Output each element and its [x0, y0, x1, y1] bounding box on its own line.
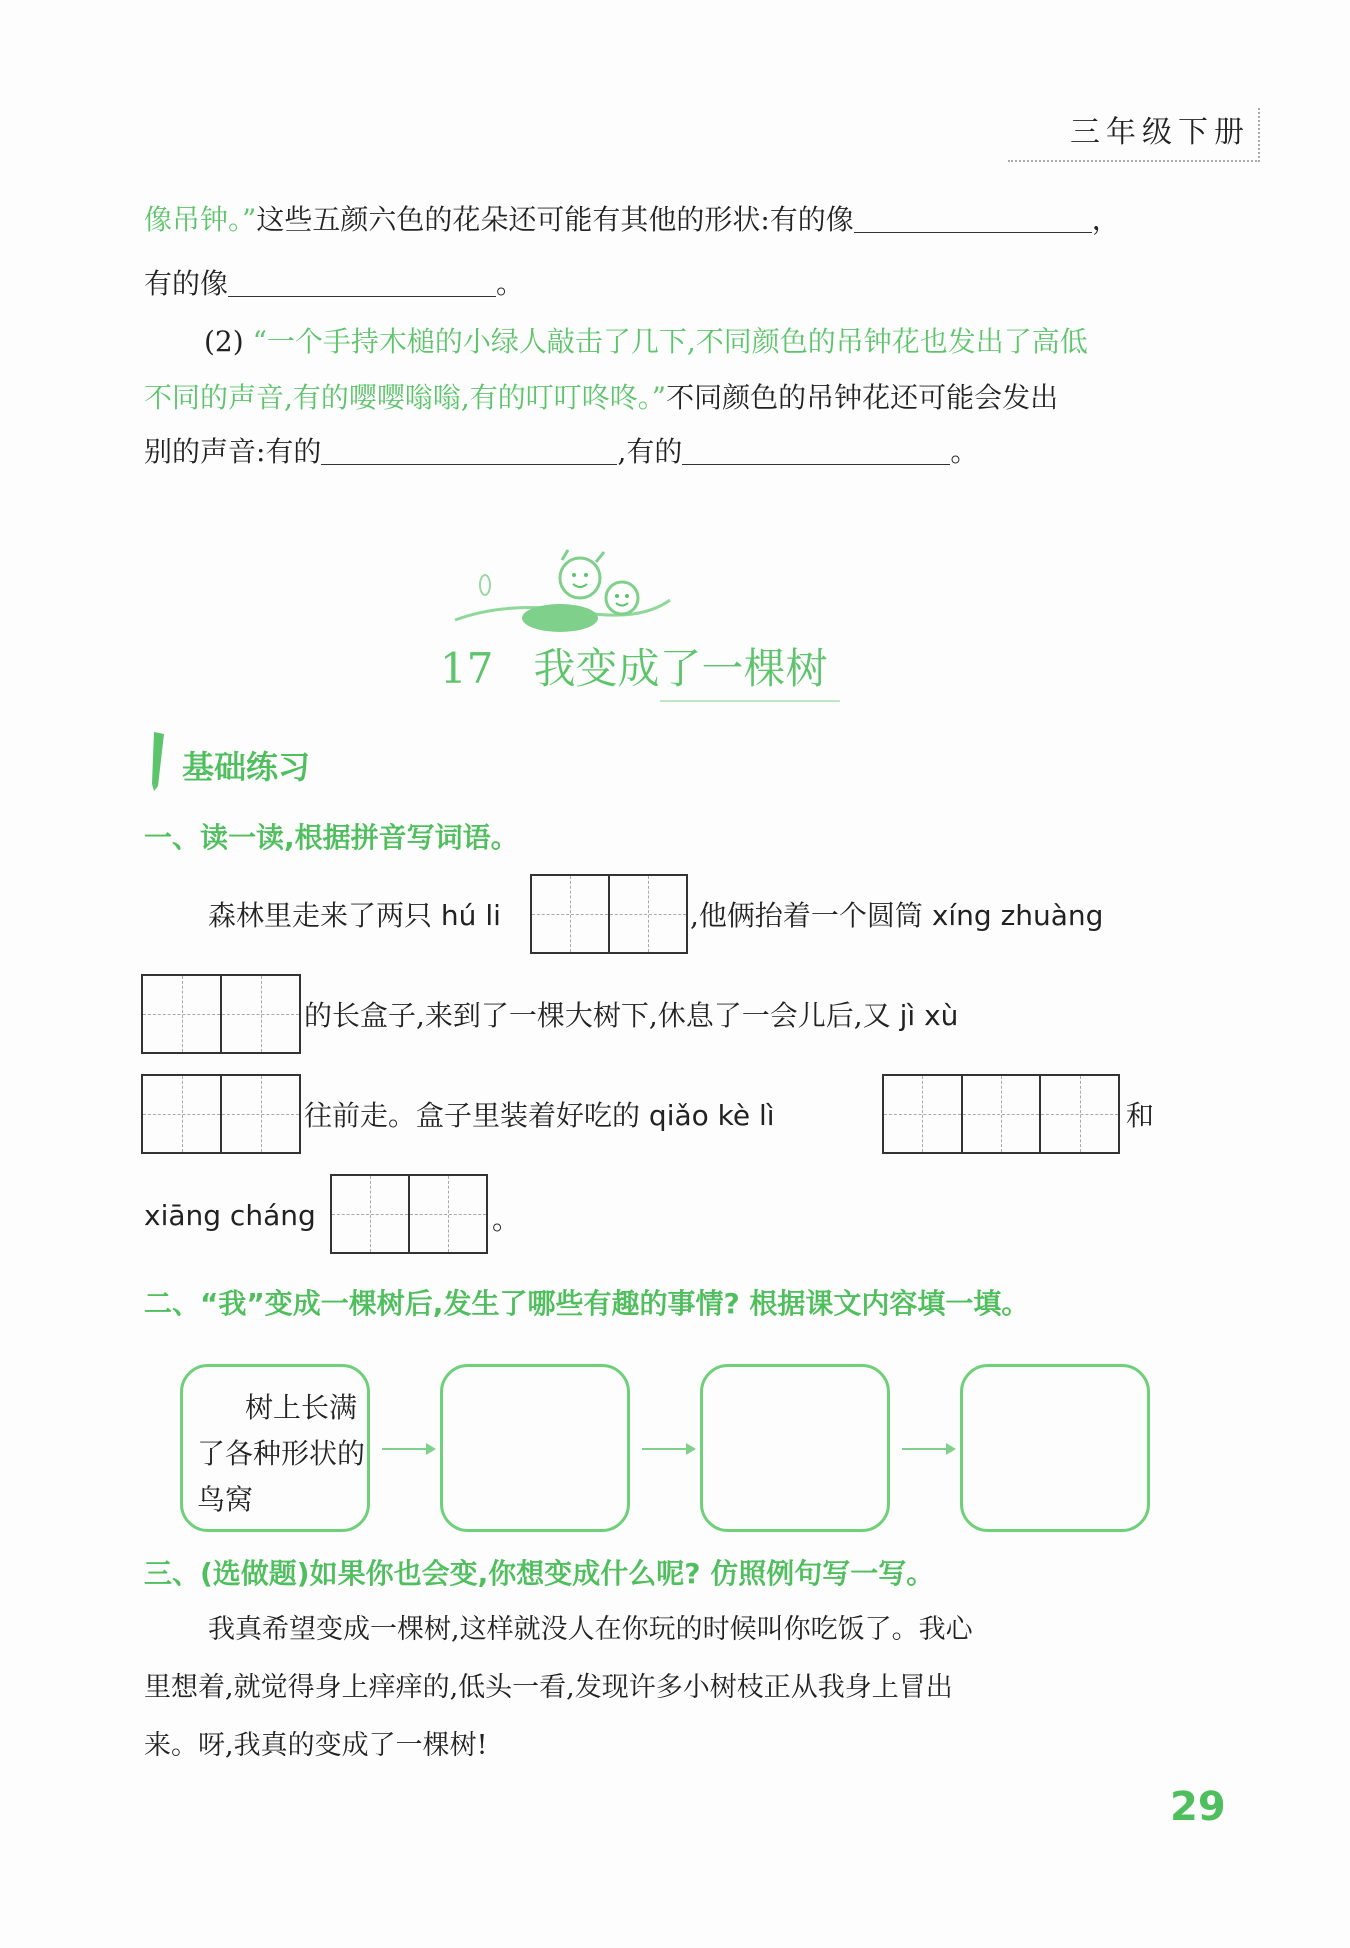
q3-line-3: 来。呀,我真的变成了一棵树! [144, 1730, 488, 1761]
section-label: 基础练习 [182, 748, 311, 786]
answer-blank[interactable] [228, 270, 496, 297]
arrow-icon [902, 1448, 954, 1450]
q3-line-1: 我真希望变成一棵树,这样就没人在你玩的时候叫你吃饭了。我心 [208, 1614, 973, 1645]
q1-line-2: 的长盒子,来到了一棵大树下,休息了一会儿后,又 jì xù [304, 999, 959, 1032]
q3-heading: 三、(选做题)如果你也会变,你想变成什么呢? 仿照例句写一写。 [144, 1557, 935, 1590]
q1-end: 。 [492, 1203, 521, 1236]
q1-line-3a: 往前走。盒子里装着好吃的 qiǎo kè lì [304, 1099, 775, 1132]
q1-heading: 一、读一读,根据拼音写词语。 [144, 821, 519, 854]
q1-and: 和 [1126, 1099, 1155, 1132]
prev-q2-line-3: 别的声音:有的 ,有的 。 [144, 435, 979, 468]
character-grid[interactable] [141, 974, 301, 1054]
answer-blank[interactable] [854, 206, 1092, 233]
q2-heading: 二、“我”变成一棵树后,发生了哪些有趣的事情? 根据课文内容填一填。 [144, 1287, 1030, 1320]
lesson-title: 17 我变成了一棵树 [440, 644, 828, 693]
cartoon-kids-icon [450, 540, 690, 640]
page-number: 29 [1170, 1784, 1226, 1830]
q1-line-1a: 森林里走来了两只 hú li [208, 899, 501, 932]
title-underline [660, 700, 840, 702]
quote-text: 像吊钟。” [144, 203, 257, 236]
character-grid[interactable] [530, 874, 688, 954]
q1-pinyin-5: xiāng cháng [144, 1199, 316, 1232]
arrow-icon [642, 1448, 694, 1450]
prev-q2-line-2: 不同的声音,有的嘤嘤嗡嗡,有的叮叮咚咚。”不同颜色的吊钟花还可能会发出 [144, 381, 1059, 414]
q1-line-1b: ,他俩抬着一个圆筒 xíng zhuàng [690, 899, 1104, 932]
arrow-icon [382, 1448, 434, 1450]
flow-box-2[interactable] [440, 1364, 630, 1532]
character-grid[interactable] [882, 1074, 1120, 1154]
flow-box-4[interactable] [960, 1364, 1150, 1532]
grade-label: 三年级下册 [1008, 108, 1260, 162]
flow-box-1: 树上长满 了各种形状的 鸟窝 [180, 1364, 370, 1532]
prev-line-2: 有的像 。 [144, 267, 525, 300]
prev-line-1: 像吊钟。”这些五颜六色的花朵还可能有其他的形状:有的像 ， [144, 203, 1120, 236]
flow-box-3[interactable] [700, 1364, 890, 1532]
prev-q2-line-1: (2) “一个手持木槌的小绿人敲击了几下,不同颜色的吊钟花也发出了高低 [204, 325, 1088, 358]
answer-blank[interactable] [321, 438, 617, 465]
answer-blank[interactable] [682, 438, 950, 465]
pencil-icon [146, 728, 170, 792]
character-grid[interactable] [330, 1174, 488, 1254]
character-grid[interactable] [141, 1074, 301, 1154]
q3-line-2: 里想着,就觉得身上痒痒的,低头一看,发现许多小树枝正从我身上冒出 [144, 1672, 953, 1703]
